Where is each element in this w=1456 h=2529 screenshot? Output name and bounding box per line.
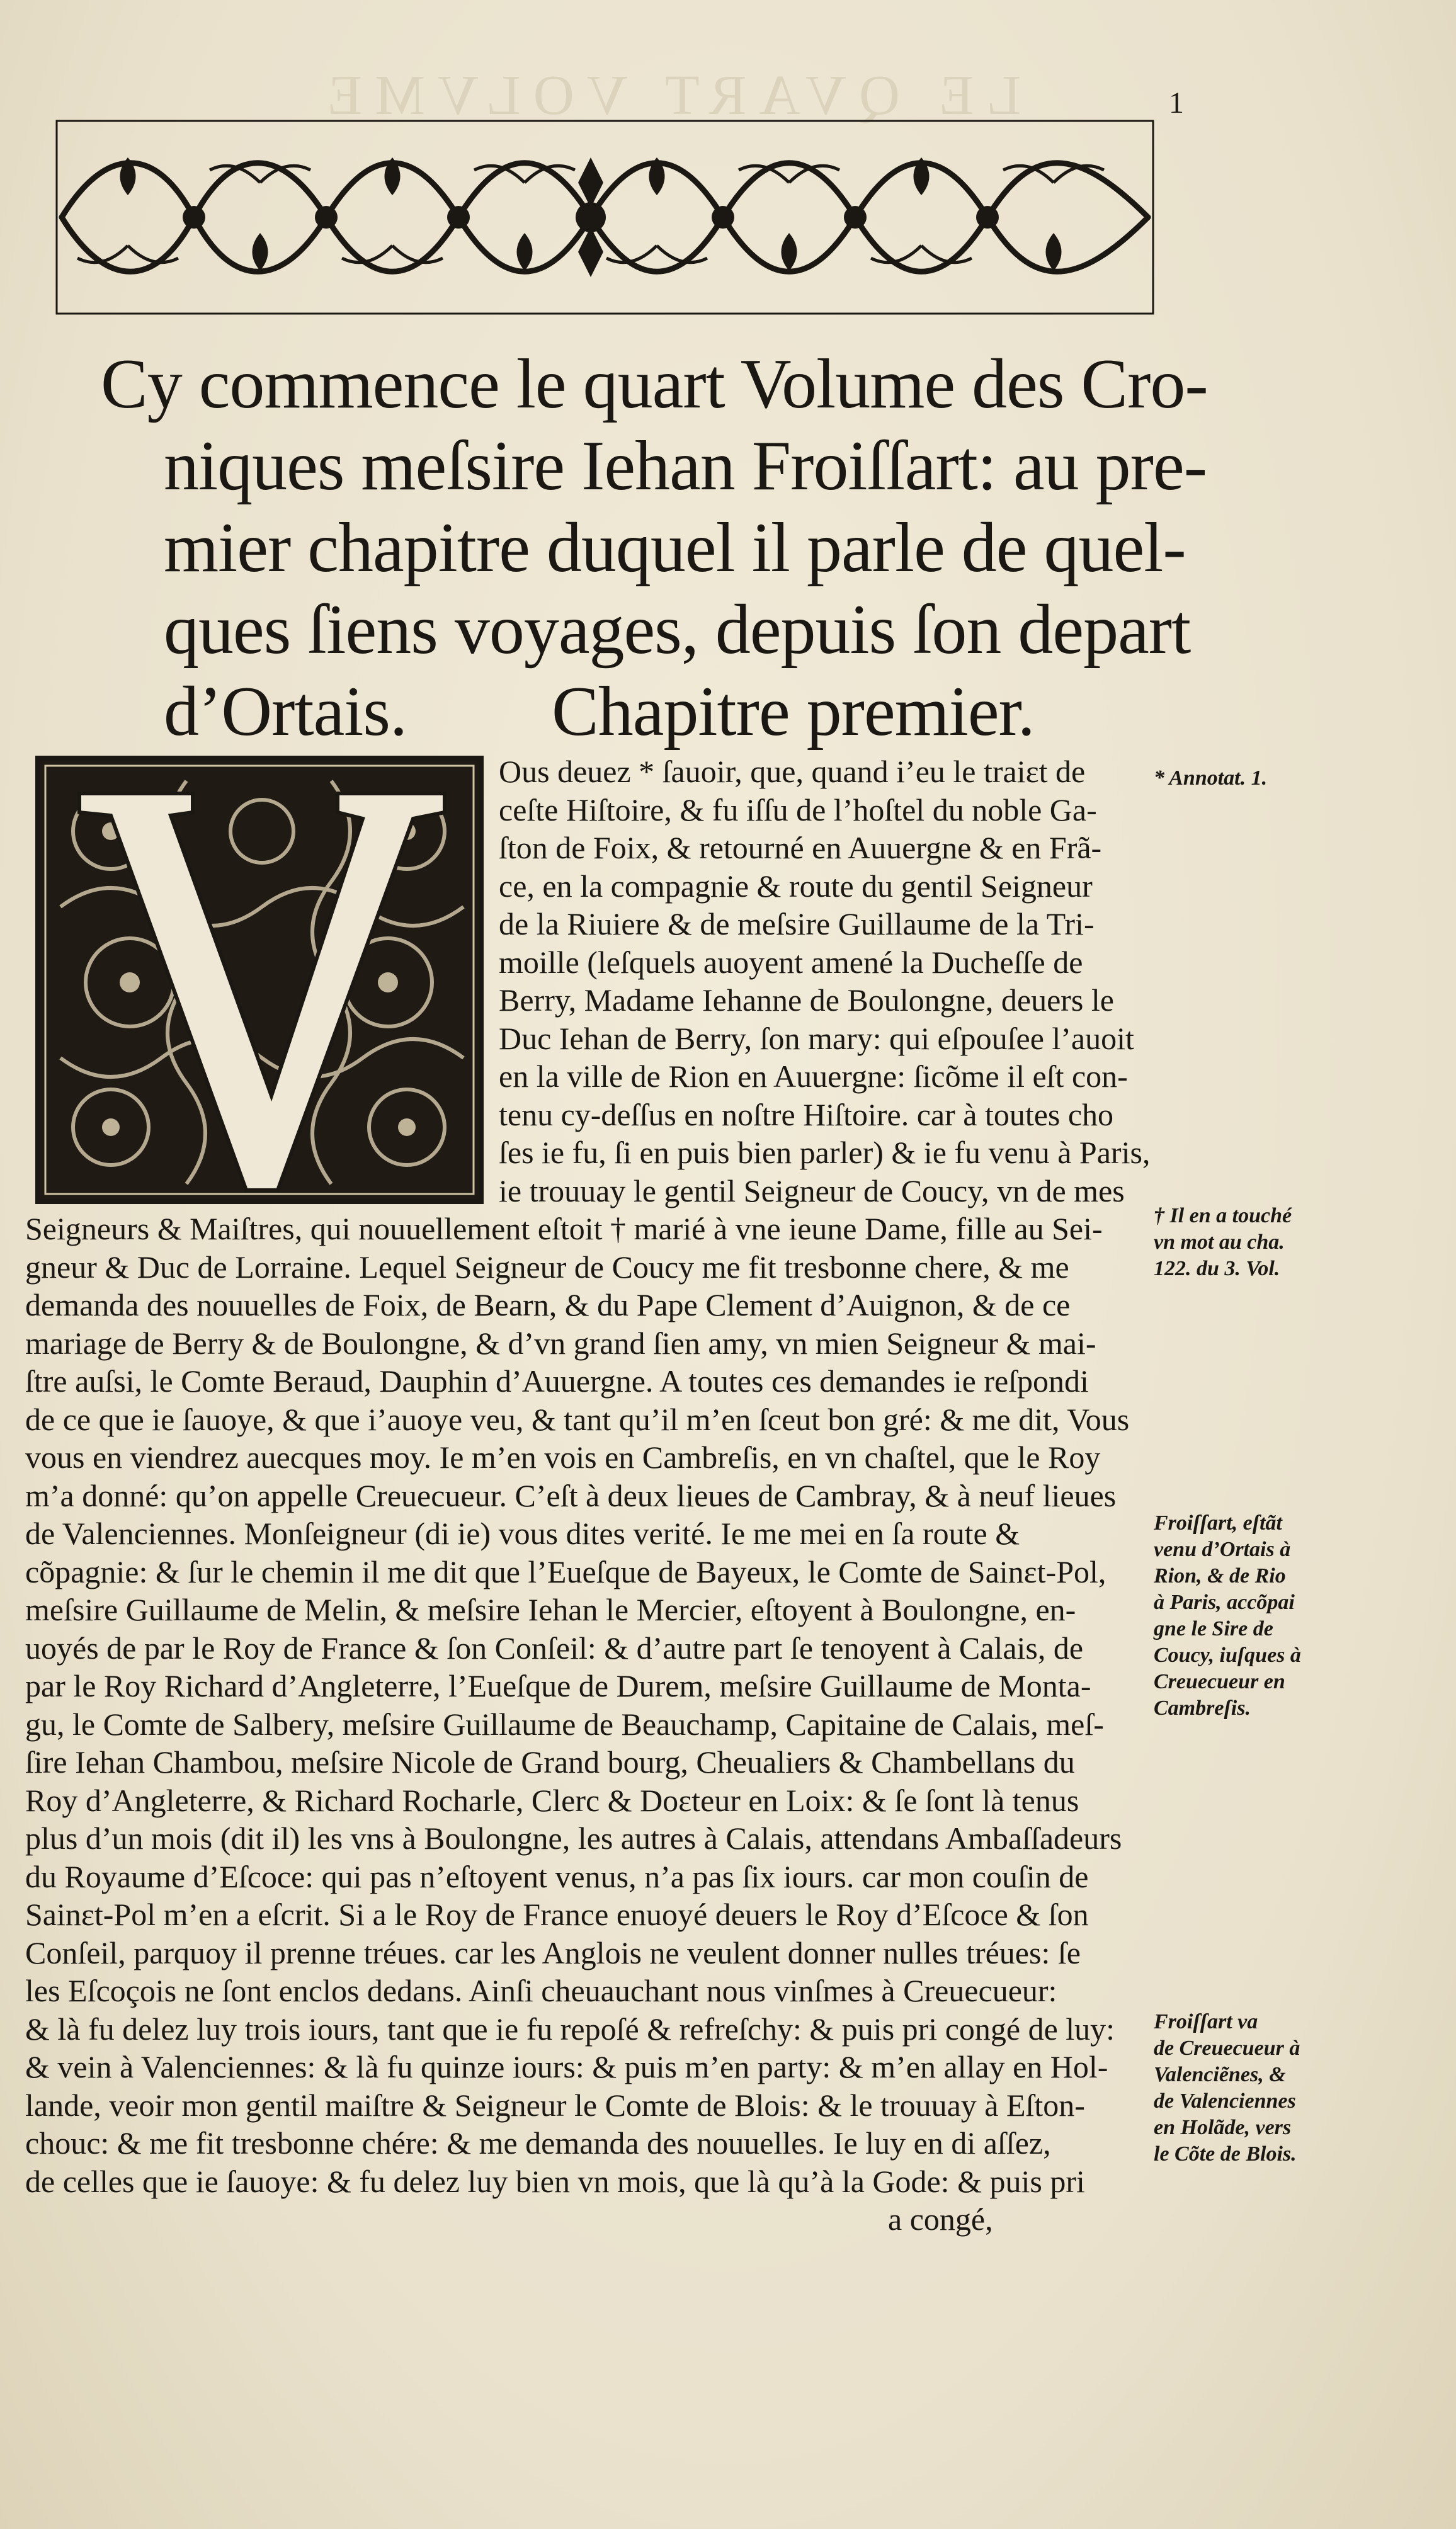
text-line: cõpagnie: & ſur le chemin il me dit que l’Eueſque de Bayeux, le Comte de Sainɛt-Pol, [25, 1554, 1106, 1589]
margin-note-line: 122. du 3. Vol. [1154, 1257, 1280, 1280]
margin-note-line: de Valenciennes [1154, 2089, 1296, 2113]
title-line: niques meſsire Iehan Froiſſart: au pre- [164, 427, 1207, 505]
margin-note-line: à Paris, accõpai [1154, 1591, 1295, 1614]
text-line: & là fu delez luy trois iours, tant que ie fu repoſé & refreſchy: & puis pri congé de luy: [25, 2011, 1115, 2047]
margin-note-line: Rion, & de Rio [1154, 1564, 1286, 1588]
margin-note-line: venu d’Ortais à [1154, 1538, 1291, 1561]
text-line: ceſte Hiſtoire, & fu iſſu de l’hoſtel du noble Ga- [499, 792, 1097, 827]
text-line: moille (leſquels auoyent amené la Ducheſſe de [499, 944, 1083, 980]
text-line: ſton de Foix, & retourné en Auuergne & en Frã- [499, 830, 1102, 865]
chapter-label: Chapitre premier. [552, 673, 1035, 751]
text-line: ſes ie fu, ſi en puis bien parler) & ie fu venu à Paris, [499, 1135, 1151, 1170]
text-line: Roy d’Angleterre, & Richard Rocharle, Clerc & Doɛteur en Loix: & ſe ſont là tenus [25, 1782, 1079, 1818]
margin-note-line: † Il en a touché [1154, 1204, 1292, 1227]
text-line: vous en viendrez auecques moy. Ie m’en vois en Cambreſis, en vn chaſtel, que le Roy [25, 1440, 1101, 1475]
text-line: gu, le Comte de Salbery, meſsire Guillaume de Beauchamp, Capitaine de Calais, meſ- [25, 1706, 1104, 1742]
text-line: Seigneurs & Maiſtres, qui nouuellement eſtoit † marié à vne ieune Dame, fille au Sei- [25, 1211, 1103, 1246]
text-line: ſtre auſsi, le Comte Beraud, Dauphin d’Auuergne. A toutes ces demandes ie reſpondi [25, 1363, 1089, 1399]
body-text [25, 753, 1151, 2239]
margin-note-line: de Creuecueur à [1154, 2037, 1300, 2060]
title-line: mier chapitre duquel il parle de quel- [164, 509, 1186, 587]
text-line: plus d’un mois (dit il) les vns à Boulongne, les autres à Calais, attendans Ambaſſadeurs [25, 1821, 1122, 1856]
text-line: lande, veoir mon gentil maiſtre & Seigneur le Comte de Blois: & le trouuay à Eſton- [25, 2087, 1085, 2123]
title-line-end: d’Ortais. [164, 673, 407, 751]
text-line: de Valenciennes. Monſeigneur (di ie) vous dites verité. Ie me mei en ſa route & [25, 1516, 1020, 1551]
margin-note-line: en Holãde, vers [1154, 2116, 1292, 2139]
text-line: m’a donné: qu’on appelle Creuecueur. C’eſt à deux lieues de Cambray, & à neuf lieues [25, 1477, 1117, 1513]
text-line: ce, en la compagnie & route du gentil Seigneur [499, 868, 1093, 904]
margin-note-line: Coucy, iuſques à [1154, 1644, 1301, 1667]
text-line: les Eſcoçois ne ſont enclos dedans. Ainſi cheuauchant nous vinſmes à Creuecueur: [25, 1973, 1057, 2008]
text-line: du Royaume d’Eſcoce: qui pas n’eſtoyent venus, n’a pas ſix iours. car mon couſin de [25, 1858, 1089, 1894]
title-line: ques ſiens voyages, depuis ſon depart [164, 591, 1191, 669]
text-line: par le Roy Richard d’Angleterre, l’Eueſque de Durem, meſsire Guillaume de Monta- [25, 1668, 1091, 1703]
text-line: Sainɛt-Pol m’en a eſcrit. Si a le Roy de France enuoyé deuers le Roy d’Eſcoce & ſon [25, 1897, 1089, 1932]
text-line: & vein à Valenciennes: & là fu quinze iours: & puis m’en party: & m’en allay en Hol- [25, 2049, 1108, 2084]
margin-note [1154, 1203, 1343, 1282]
title-line [101, 671, 1108, 753]
text-line: mariage de Berry & de Boulongne, & d’vn grand ſien amy, vn mien Seigneur & mai- [25, 1325, 1096, 1361]
text-line: ie trouuay le gentil Seigneur de Coucy, vn de mes [499, 1173, 1125, 1208]
bleed-through-text: LE QVART VOLVME [315, 64, 1021, 127]
margin-note-line: Froiſſart, eſtãt [1154, 1511, 1282, 1535]
text-line: Duc Iehan de Berry, ſon mary: qui eſpouſee l’auoit [499, 1020, 1134, 1056]
text-line: Ous deuez * ſauoir, que, quand i’eu le traiɛt de [499, 754, 1086, 789]
page-number: 1 [1169, 86, 1184, 120]
text-line: tenu cy-deſſus en noſtre Hiſtoire. car à toutes cho [499, 1096, 1114, 1132]
margin-note-line: Creuecueur en [1154, 1670, 1285, 1693]
margin-note-line: Cambreſis. [1154, 1696, 1251, 1720]
title-line: Cy commence le quart Volume des Cro- [101, 345, 1208, 423]
text-line: uoyés de par le Roy de France & ſon Conſeil: & d’autre part ſe tenoyent à Calais, de [25, 1630, 1084, 1666]
margin-note-line: Froiſſart va [1154, 2010, 1258, 2033]
text-line: en la ville de Rion en Auuergne: ſicõme il eſt con- [499, 1059, 1128, 1094]
margin-note-line: * Annotat. 1. [1154, 766, 1268, 790]
text-line: de celles que ie ſauoye: & fu delez luy bien vn mois, que là qu’à la Gode: & puis pri [25, 2163, 1085, 2199]
margin-note [1154, 765, 1343, 792]
margin-note-line: le Cõte de Blois. [1154, 2142, 1297, 2166]
margin-note-line: Valenciẽnes, & [1154, 2063, 1286, 2086]
floral-headpiece-icon [55, 120, 1154, 315]
margin-note [1154, 1510, 1343, 1722]
margin-note-line: gne le Sire de [1154, 1617, 1273, 1640]
catchword-line: a congé, [888, 2202, 993, 2237]
text-line: ſire Iehan Chambou, meſsire Nicole de Grand bourg, Cheualiers & Chambellans du [25, 1744, 1075, 1780]
text-line: gneur & Duc de Lorraine. Lequel Seigneur de Coucy me fit tresbonne chere, & me [25, 1249, 1069, 1285]
text-line: de ce que ie ſauoye, & que i’auoye veu, & tant qu’il m’en ſceut bon gré: & me dit, Vous [25, 1401, 1130, 1437]
text-line: meſsire Guillaume de Melin, & meſsire Iehan le Mercier, eſtoyent à Boulongne, en- [25, 1592, 1076, 1627]
chapter-title [101, 343, 1208, 753]
text-line: demanda des nouuelles de Foix, de Bearn, & du Pape Clement d’Auignon, & de ce [25, 1287, 1071, 1322]
text-line: chouc: & me fit tresbonne chére: & me demanda des nouuelles. Ie luy en di aſſez, [25, 2125, 1051, 2161]
text-line: Berry, Madame Iehanne de Boulongne, deuers le [499, 982, 1114, 1018]
text-line: de la Riuiere & de meſsire Guillaume de la Tri- [499, 906, 1095, 941]
margin-note [1154, 2009, 1343, 2168]
margin-note-line: vn mot au cha. [1154, 1230, 1285, 1254]
text-line: Conſeil, parquoy il prenne tréues. car les Anglois ne veulent donner nulles tréues: ſe [25, 1935, 1081, 1970]
